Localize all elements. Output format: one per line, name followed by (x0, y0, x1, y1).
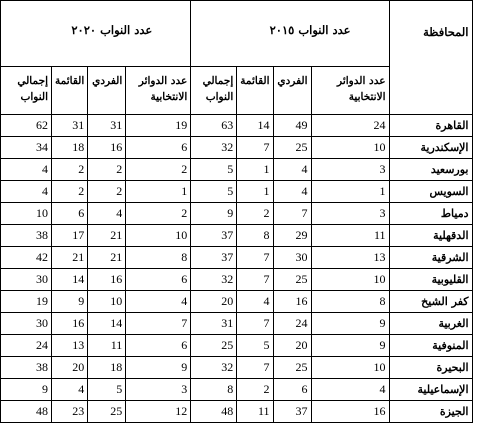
list-2015-cell: 1 (237, 159, 273, 181)
table-row (1, 159, 473, 181)
individual-2015-cell: 25 (273, 137, 311, 159)
table-row (1, 225, 473, 247)
districts-2020-cell: 1 (126, 181, 191, 203)
header-list-2020: القائمة (52, 67, 88, 115)
total-2020-cell: 19 (1, 291, 52, 313)
districts-2020-cell: 2 (126, 203, 191, 225)
districts-2020-cell: 7 (126, 313, 191, 335)
list-2015-cell: 2 (237, 379, 273, 401)
governorate-cell: المنوفية (389, 335, 472, 357)
individual-2015-cell: 25 (273, 357, 311, 379)
governorate-cell: الشرقية (389, 247, 472, 269)
governorate-cell: الإسكندرية (389, 137, 472, 159)
list-2015-cell: 2 (237, 203, 273, 225)
list-2020-cell: 20 (52, 357, 88, 379)
individual-2015-cell: 16 (273, 291, 311, 313)
individual-2020-cell: 4 (88, 203, 126, 225)
list-2020-cell: 6 (52, 203, 88, 225)
individual-2020-cell: 18 (88, 357, 126, 379)
governorate-cell: القليوبية (389, 269, 472, 291)
total-2015-cell: 25 (191, 335, 237, 357)
governorate-cell: دمياط (389, 203, 472, 225)
list-2020-cell: 9 (52, 291, 88, 313)
districts-2020-cell: 4 (126, 291, 191, 313)
total-2015-cell: 37 (191, 247, 237, 269)
individual-2015-cell: 6 (273, 379, 311, 401)
individual-2020-cell: 2 (88, 181, 126, 203)
header-individual-2020: الفردي (88, 67, 126, 115)
total-2015-cell: 32 (191, 137, 237, 159)
table-row (1, 181, 473, 203)
header-total-2020: إجمالي النواب (1, 67, 52, 115)
individual-2015-cell: 4 (273, 159, 311, 181)
districts-2020-cell: 12 (126, 401, 191, 423)
governorate-cell: البحيرة (389, 357, 472, 379)
table-row (1, 291, 473, 313)
total-2015-cell: 9 (191, 203, 237, 225)
list-2015-cell: 8 (237, 225, 273, 247)
header-districts-2015: عدد الدوائر الانتخابية (311, 67, 389, 115)
list-2020-cell: 23 (52, 401, 88, 423)
individual-2015-cell: 37 (273, 401, 311, 423)
list-2020-cell: 21 (52, 247, 88, 269)
governorate-cell: الدقهلية (389, 225, 472, 247)
list-2020-cell: 2 (52, 159, 88, 181)
table-row (1, 357, 473, 379)
individual-2015-cell: 49 (273, 115, 311, 137)
total-2015-cell: 63 (191, 115, 237, 137)
total-2015-cell: 32 (191, 357, 237, 379)
list-2015-cell: 1 (237, 181, 273, 203)
total-2020-cell: 42 (1, 247, 52, 269)
districts-2015-cell: 1 (311, 181, 389, 203)
governorate-cell: الجيزة (389, 401, 472, 423)
individual-2020-cell: 11 (88, 335, 126, 357)
total-2020-cell: 62 (1, 115, 52, 137)
total-2015-cell: 37 (191, 225, 237, 247)
individual-2015-cell: 7 (273, 203, 311, 225)
individual-2015-cell: 29 (273, 225, 311, 247)
header-total-2015: إجمالي النواب (191, 67, 237, 115)
governorate-cell: القاهرة (389, 115, 472, 137)
table-row (1, 203, 473, 225)
list-2015-cell: 7 (237, 357, 273, 379)
total-2020-cell: 34 (1, 137, 52, 159)
table-row (1, 335, 473, 357)
individual-2015-cell: 20 (273, 335, 311, 357)
individual-2020-cell: 5 (88, 379, 126, 401)
header-governorate: المحافظة (389, 1, 472, 115)
list-2015-cell: 7 (237, 247, 273, 269)
districts-2015-cell: 24 (311, 115, 389, 137)
header-list-2015: القائمة (237, 67, 273, 115)
districts-2015-cell: 3 (311, 159, 389, 181)
total-2020-cell: 24 (1, 335, 52, 357)
districts-2020-cell: 6 (126, 335, 191, 357)
total-2015-cell: 20 (191, 291, 237, 313)
total-2015-cell: 31 (191, 313, 237, 335)
header-group-2015: عدد النواب ٢٠١٥ (191, 1, 389, 67)
table-row (1, 137, 473, 159)
list-2020-cell: 14 (52, 269, 88, 291)
table-row (1, 313, 473, 335)
districts-2020-cell: 6 (126, 269, 191, 291)
list-2015-cell: 11 (237, 401, 273, 423)
individual-2020-cell: 21 (88, 225, 126, 247)
table-row (1, 401, 473, 423)
individual-2020-cell: 25 (88, 401, 126, 423)
districts-2015-cell: 13 (311, 247, 389, 269)
governorate-cell: كفر الشيخ (389, 291, 472, 313)
governorate-cell: بورسعيد (389, 159, 472, 181)
individual-2020-cell: 2 (88, 159, 126, 181)
total-2020-cell: 4 (1, 181, 52, 203)
total-2015-cell: 8 (191, 379, 237, 401)
individual-2020-cell: 16 (88, 269, 126, 291)
districts-2015-cell: 9 (311, 313, 389, 335)
districts-2020-cell: 6 (126, 137, 191, 159)
list-2015-cell: 5 (237, 335, 273, 357)
individual-2015-cell: 4 (273, 181, 311, 203)
districts-2020-cell: 2 (126, 159, 191, 181)
total-2015-cell: 5 (191, 159, 237, 181)
districts-2020-cell: 19 (126, 115, 191, 137)
list-2020-cell: 13 (52, 335, 88, 357)
districts-2020-cell: 10 (126, 225, 191, 247)
districts-2015-cell: 10 (311, 269, 389, 291)
individual-2015-cell: 24 (273, 313, 311, 335)
list-2020-cell: 16 (52, 313, 88, 335)
districts-2015-cell: 10 (311, 357, 389, 379)
list-2020-cell: 31 (52, 115, 88, 137)
total-2020-cell: 30 (1, 313, 52, 335)
individual-2020-cell: 14 (88, 313, 126, 335)
districts-2015-cell: 11 (311, 225, 389, 247)
header-districts-2020: عدد الدوائر الانتخابية (126, 67, 191, 115)
table-row (1, 269, 473, 291)
list-2015-cell: 14 (237, 115, 273, 137)
individual-2020-cell: 31 (88, 115, 126, 137)
individual-2015-cell: 25 (273, 269, 311, 291)
list-2015-cell: 4 (237, 291, 273, 313)
total-2020-cell: 9 (1, 379, 52, 401)
table-row (1, 379, 473, 401)
list-2020-cell: 18 (52, 137, 88, 159)
districts-2015-cell: 4 (311, 379, 389, 401)
governorate-cell: الغربية (389, 313, 472, 335)
total-2020-cell: 10 (1, 203, 52, 225)
districts-2020-cell: 9 (126, 357, 191, 379)
total-2020-cell: 48 (1, 401, 52, 423)
districts-2020-cell: 8 (126, 247, 191, 269)
list-2020-cell: 4 (52, 379, 88, 401)
header-individual-2015: الفردي (273, 67, 311, 115)
list-2020-cell: 2 (52, 181, 88, 203)
districts-2015-cell: 3 (311, 203, 389, 225)
total-2020-cell: 30 (1, 269, 52, 291)
total-2020-cell: 4 (1, 159, 52, 181)
individual-2020-cell: 16 (88, 137, 126, 159)
list-2015-cell: 7 (237, 313, 273, 335)
total-2015-cell: 5 (191, 181, 237, 203)
total-2020-cell: 38 (1, 357, 52, 379)
table-row (1, 115, 473, 137)
total-2015-cell: 32 (191, 269, 237, 291)
individual-2020-cell: 10 (88, 291, 126, 313)
districts-2015-cell: 9 (311, 335, 389, 357)
header-group-2020: عدد النواب ٢٠٢٠ (1, 1, 191, 67)
total-2020-cell: 38 (1, 225, 52, 247)
districts-2015-cell: 10 (311, 137, 389, 159)
list-2020-cell: 17 (52, 225, 88, 247)
governorate-cell: السويس (389, 181, 472, 203)
table-row (1, 247, 473, 269)
districts-2015-cell: 16 (311, 401, 389, 423)
individual-2015-cell: 30 (273, 247, 311, 269)
individual-2020-cell: 21 (88, 247, 126, 269)
districts-2020-cell: 3 (126, 379, 191, 401)
list-2015-cell: 7 (237, 137, 273, 159)
total-2015-cell: 48 (191, 401, 237, 423)
list-2015-cell: 7 (237, 269, 273, 291)
districts-2015-cell: 8 (311, 291, 389, 313)
governorate-cell: الإسماعيلية (389, 379, 472, 401)
